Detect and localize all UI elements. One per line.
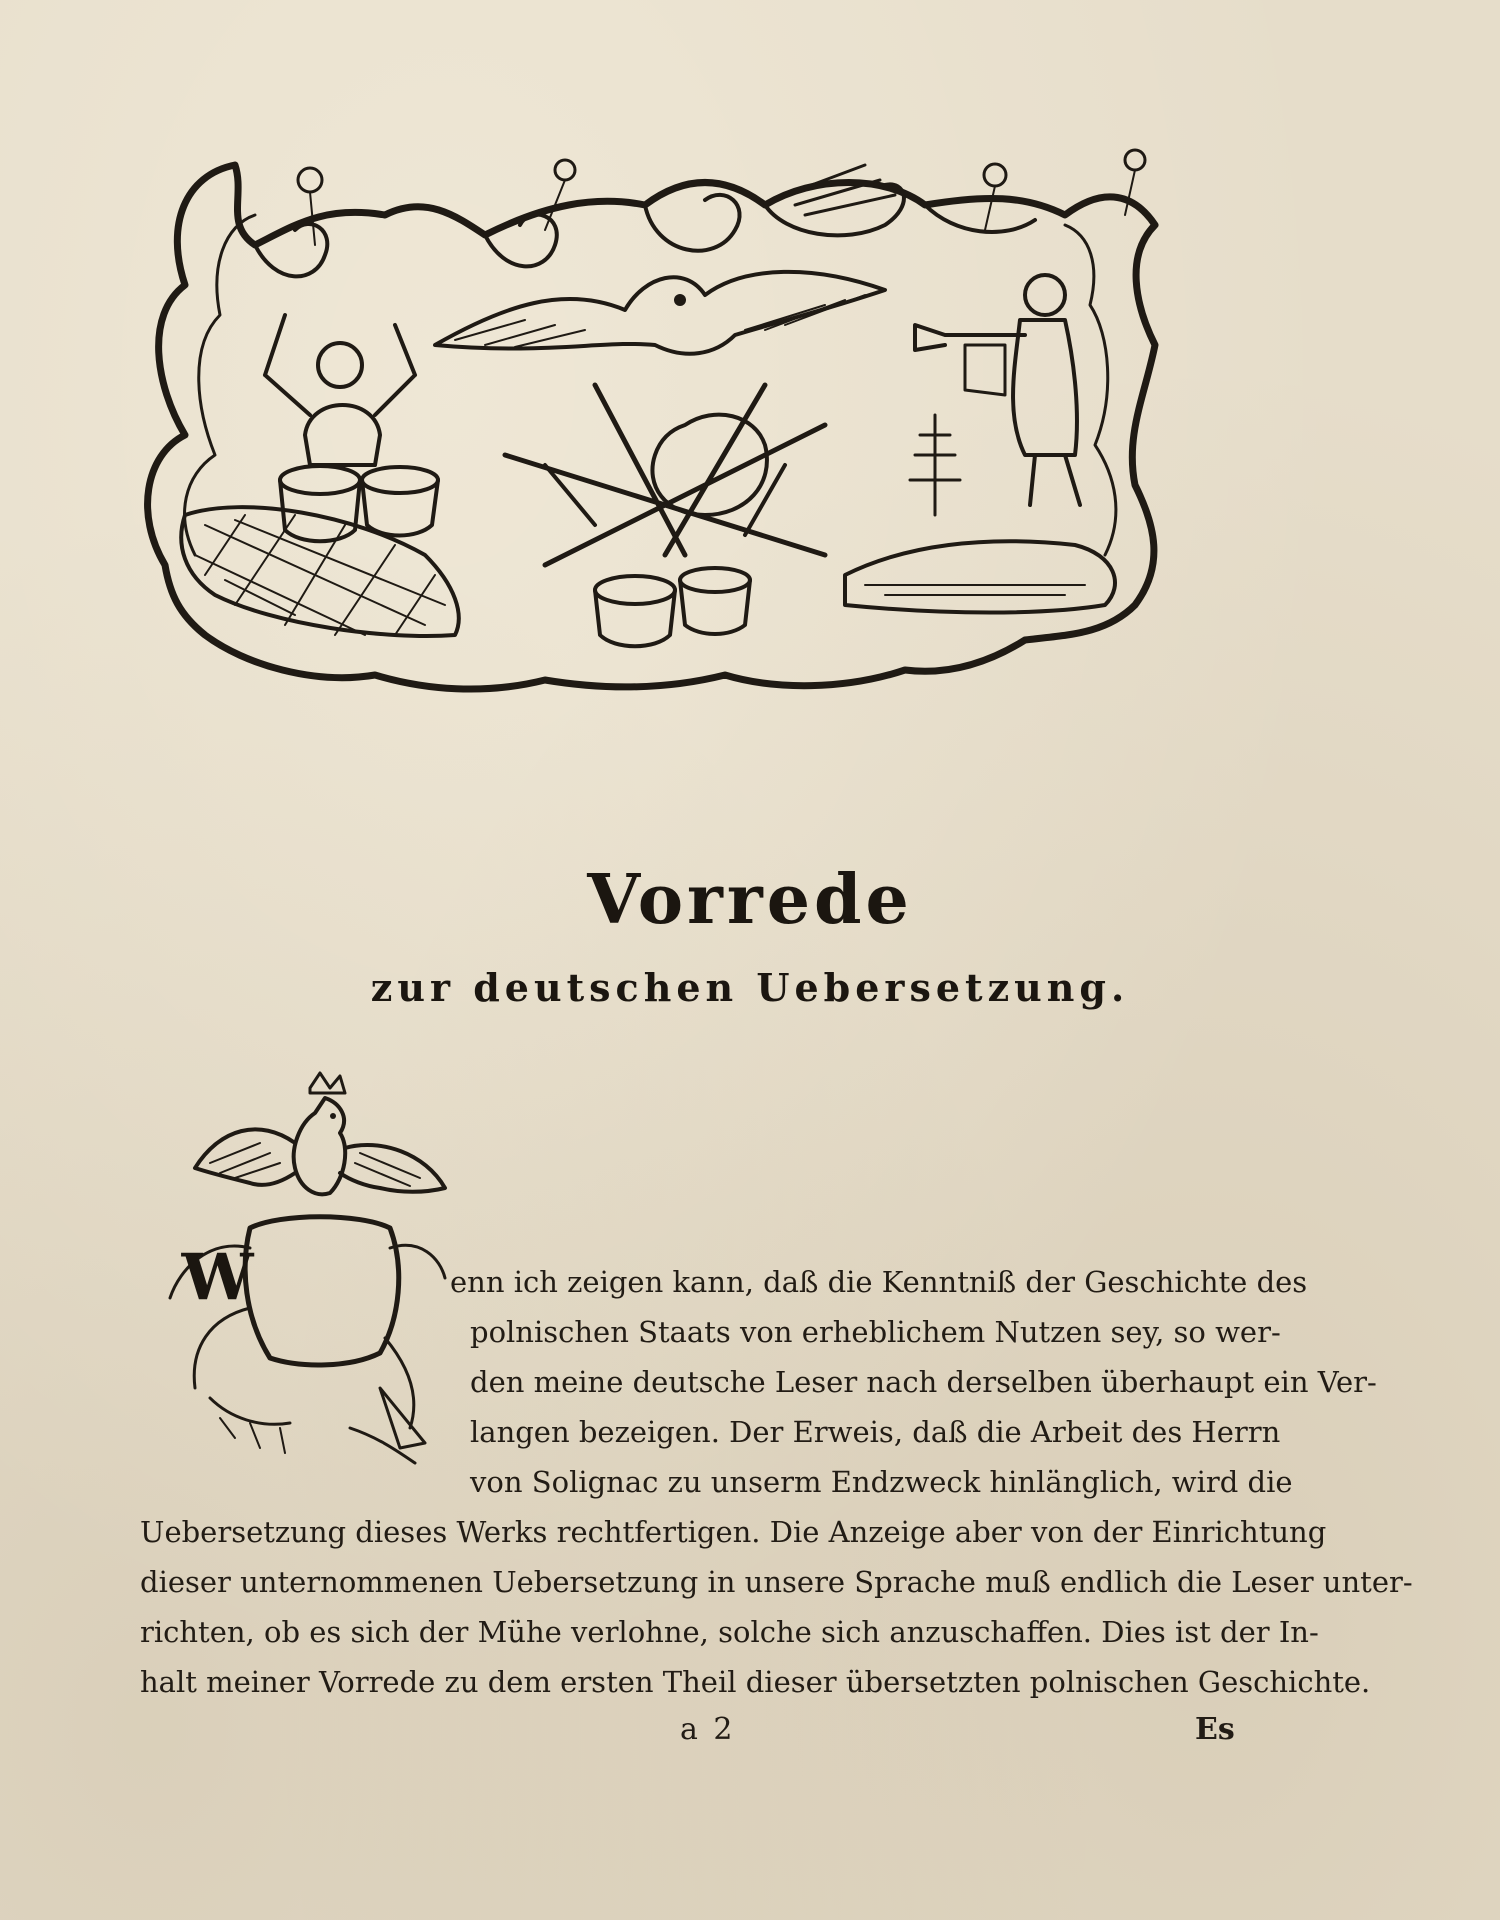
- text-line: halt meiner Vorrede zu dem ersten Theil dieser übersetzten polnischen Geschichte.: [140, 1665, 1371, 1699]
- text-line: von Solignac zu unserm Endzweck hinlänglich, wird die: [470, 1465, 1293, 1499]
- text-line: langen bezeigen. Der Erweis, daß die Arbeit des Herrn: [470, 1415, 1281, 1449]
- initial-letter: W: [181, 1240, 254, 1315]
- text-line: dieser unternommenen Uebersetzung in unsere Sprache muß endlich die Leser unter-: [140, 1565, 1413, 1599]
- text-line: polnischen Staats von erheblichem Nutzen sey, so wer-: [470, 1315, 1281, 1349]
- ornamental-headpiece-icon: [125, 135, 1265, 695]
- text-line: Uebersetzung dieses Werks rechtfertigen. Die Anzeige aber von der Einrichtung: [140, 1515, 1327, 1549]
- page-subtitle: zur deutschen Uebersetzung.: [370, 965, 1130, 1010]
- text-line: den meine deutsche Leser nach derselben überhaupt ein Ver-: [470, 1365, 1377, 1399]
- catchword: Es: [1195, 1712, 1235, 1747]
- text-line: richten, ob es sich der Mühe verlohne, solche sich anzuschaffen. Dies ist der In-: [140, 1615, 1319, 1649]
- signature-mark: a 2: [680, 1712, 736, 1747]
- page-title: Vorrede: [587, 860, 913, 940]
- text-line: enn ich zeigen kann, daß die Kenntniß der Geschichte des: [450, 1265, 1308, 1299]
